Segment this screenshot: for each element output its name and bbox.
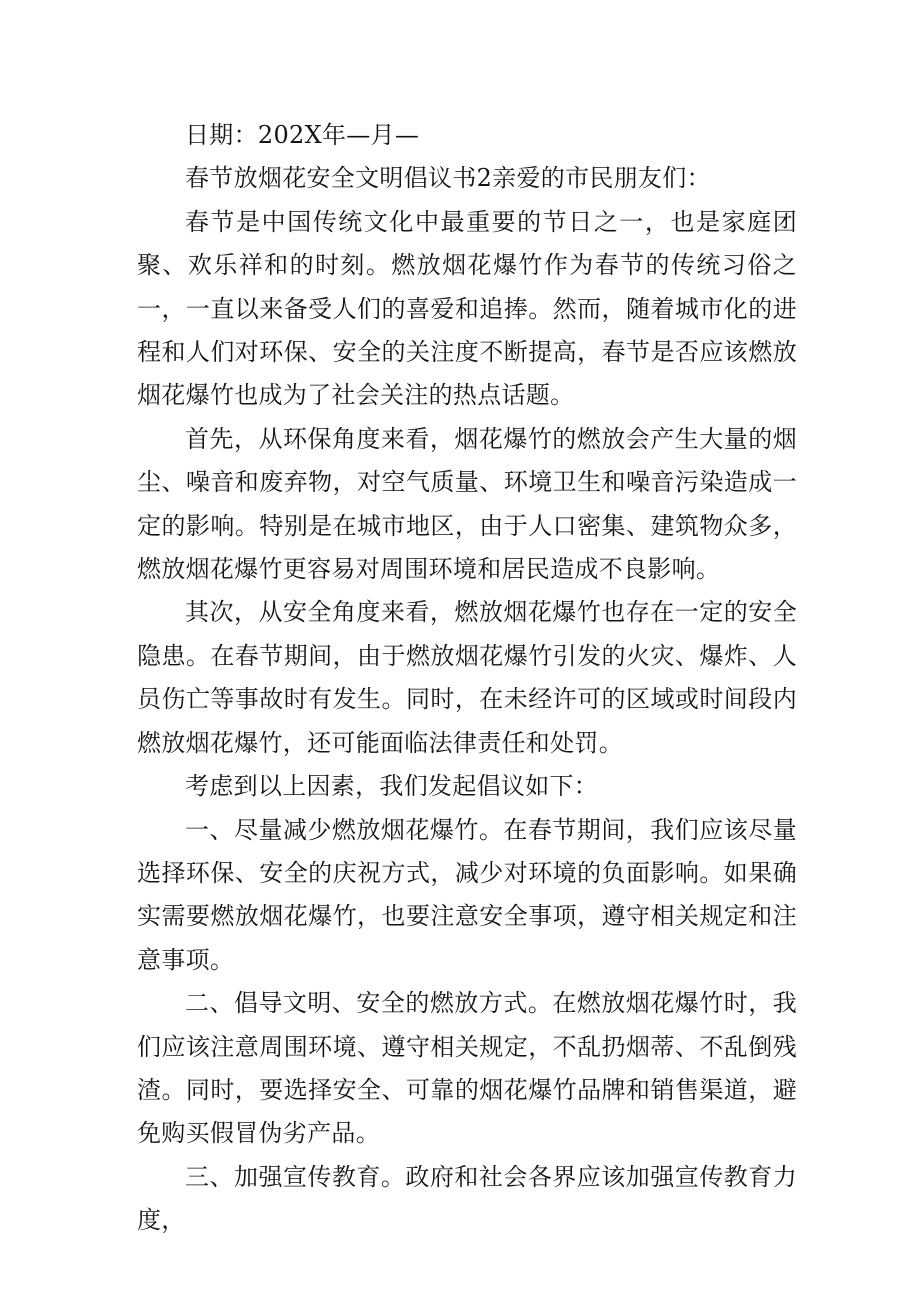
document-body [137, 114, 797, 1243]
paragraph-safety: 其次，从安全角度来看，燃放烟花爆竹也存在一定的安全隐患。在春节期间，由于燃放烟花爆竹引发的火灾、爆炸、人员伤亡等事故时有发生。同时，在未经许可的区域或时间段内燃放烟花爆竹，还可能面临法律责任和处罚。 [137, 598, 797, 757]
proposal-item-1: 一、尽量减少燃放烟花爆竹。在春节期间，我们应该尽量选择环保、安全的庆祝方式，减少对环境的负面影响。如果确实需要燃放烟花爆竹，也要注意安全事项，遵守相关规定和注意事项。 [137, 815, 797, 974]
proposal-item-3: 三、加强宣传教育。政府和社会各界应该加强宣传教育力度， [137, 1162, 797, 1235]
paragraph-environment: 首先，从环保角度来看，烟花爆竹的燃放会产生大量的烟尘、噪音和废弃物，对空气质量、环境卫生和噪音污染造成一定的影响。特别是在城市地区，由于人口密集、建筑物众多，燃放烟花爆竹更容易对周围环境和居民造成不良影响。 [137, 424, 797, 584]
date-line: 日期：202X年—月— [185, 121, 420, 149]
title-and-salutation: 春节放烟花安全文明倡议书2亲爱的市民朋友们： [185, 164, 711, 193]
proposal-item-2: 二、倡导文明、安全的燃放方式。在燃放烟花爆竹时，我们应该注意周围环境、遵守相关规定，不乱扔烟蒂、不乱倒残渣。同时，要选择安全、可靠的烟花爆竹品牌和销售渠道，避免购买假冒伪劣产品。 [137, 989, 797, 1148]
paragraph-proposal-intro: 考虑到以上因素，我们发起倡议如下： [185, 772, 599, 801]
paragraph-intro: 春节是中国传统文化中最重要的节日之一，也是家庭团聚、欢乐祥和的时刻。燃放烟花爆竹作为春节的传统习俗之一，一直以来备受人们的喜爱和追捧。然而，随着城市化的进程和人们对环保、安全的关注度不断提高，春节是否应该燃放烟花爆竹也成为了社会关注的热点话题。 [137, 207, 797, 410]
